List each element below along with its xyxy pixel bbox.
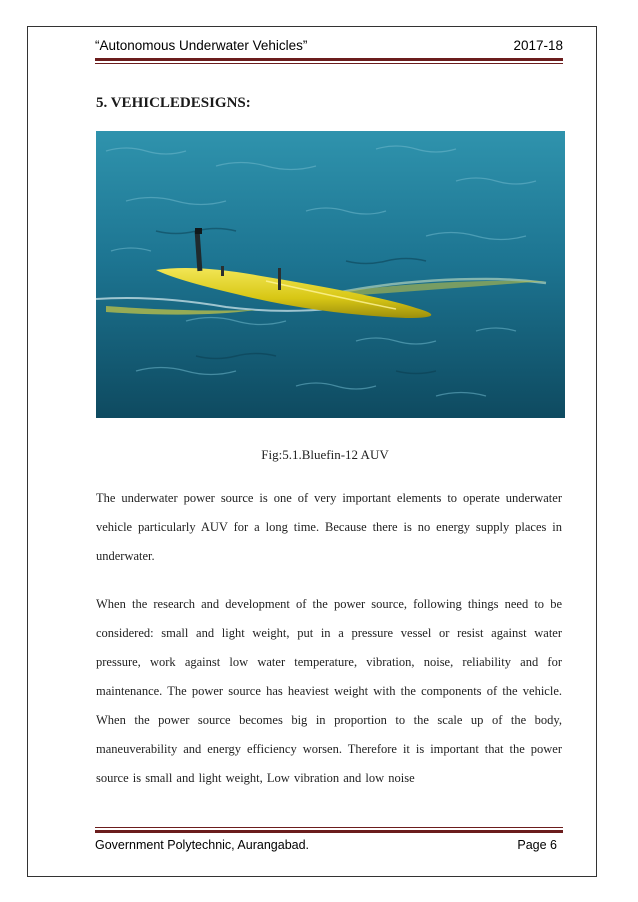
section-heading: 5. VEHICLEDESIGNS: <box>96 95 251 111</box>
page-footer <box>95 838 563 858</box>
header-rule-thin <box>95 63 563 64</box>
header-rule <box>95 58 563 61</box>
page-number: Page 6 <box>517 838 557 852</box>
auv-photo <box>96 131 565 418</box>
footer-institution: Government Polytechnic, Aurangabad. <box>95 838 310 852</box>
header-title: “Autonomous Underwater Vehicles” <box>95 38 308 53</box>
paragraph-1: The underwater power source is one of very important elements to operate underwater vehicle particularly AUV for a long time. Because there is no energy supply places in underwater. <box>96 491 562 563</box>
paragraph-2: When the research and development of the power source, following things need to be considered: small and light weight, put in a pressure vessel or resist against water pressure, work against low water temperature, vibration, noise, reliability and for maintenance. The power source has heaviest weight with the components of the vehicle. When the power source becomes big in proportion to the scale up of the body, maneuverability and energy efficiency worsen. Therefore it is important that the power source is small and light weight, Low vibration and low noise <box>96 597 562 785</box>
figure-caption: Fig:5.1.Bluefin-12 AUV <box>261 447 389 462</box>
header-year: 2017-18 <box>513 38 563 53</box>
footer-rule-thin <box>95 827 563 828</box>
footer-rule <box>95 830 563 833</box>
page-header <box>95 38 563 58</box>
